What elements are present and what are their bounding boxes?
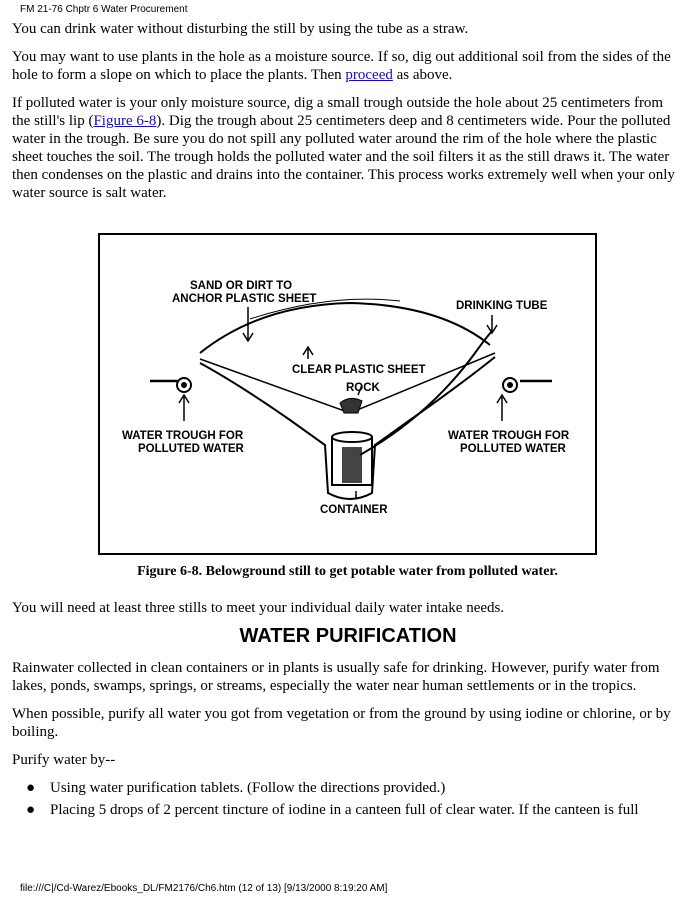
proceed-link[interactable]: proceed: [345, 67, 393, 83]
label-trough-right-2: POLLUTED WATER: [460, 443, 566, 455]
sand-mound: [200, 303, 490, 353]
right-trough-water: [507, 382, 513, 388]
top-content: [12, 20, 684, 212]
label-rock: ROCK: [346, 382, 380, 394]
paragraph-polluted-end: ). Dig the trough about 25 centimeters deep and 8 centimeters wide. Pour the polluted water in the trough. Be sure you do not spill any polluted water around the rim of the hole where the plastic sheet touches the soil. The trough holds the polluted water and the soil filters it as the still draws it. The water then condenses on the plastic and drains into the container. This process works extremely well when your only water source is salt water.: [12, 113, 675, 201]
label-drinking-tube: DRINKING TUBE: [456, 300, 548, 312]
paragraph-plants: [12, 48, 684, 84]
list-item: [26, 801, 684, 819]
sand-arrow: [243, 307, 253, 341]
paragraph-three-stills: You will need at least three stills to meet your individual daily water intake needs.: [12, 600, 505, 616]
paragraph-polluted: [12, 94, 684, 202]
rock: [340, 398, 362, 413]
figure-caption: Figure 6-8. Belowground still to get potable water from polluted water.: [137, 564, 558, 579]
label-sand-1: SAND OR DIRT TO: [190, 280, 293, 292]
list-item-text: Placing 5 drops of 2 percent tincture of iodine in a canteen full of clear water. If the canteen is full: [50, 802, 639, 818]
bullet-icon: ●: [26, 780, 36, 796]
trough-left-arrow: [179, 395, 189, 421]
paragraph-purify-by: Purify water by--: [12, 752, 116, 768]
trough-right-arrow: [497, 395, 507, 421]
section-heading: WATER PURIFICATION: [239, 625, 457, 647]
label-sand-2: ANCHOR PLASTIC SHEET: [172, 293, 317, 305]
label-clear-sheet: CLEAR PLASTIC SHEET: [292, 364, 426, 376]
tube-arrow: [487, 315, 497, 333]
lower-content: [12, 599, 684, 823]
label-trough-right-1: WATER TROUGH FOR: [448, 430, 570, 442]
label-trough-left-1: WATER TROUGH FOR: [122, 430, 244, 442]
page-header: FM 21-76 Chptr 6 Water Procurement: [20, 4, 188, 15]
paragraph-plants-end: as above.: [392, 67, 453, 83]
paragraph-plants-text: You may want to use plants in the hole as a moisture source. If so, dig out additional soil from the sides of the hole to form a slope on which to place the plants. Then: [12, 49, 671, 83]
list-item-text: Using water purification tablets. (Follow the directions provided.): [50, 780, 446, 796]
still-diagram: [100, 235, 595, 553]
label-trough-left-2: POLLUTED WATER: [138, 443, 244, 455]
paragraph-straw: You can drink water without disturbing the still by using the tube as a straw.: [12, 21, 469, 37]
paragraph-purify-vegetation: When possible, purify all water you got from vegetation or from the ground by using iodine or chlorine, or by boiling.: [12, 706, 671, 740]
figure-6-8-link[interactable]: Figure 6-8: [93, 113, 157, 129]
paragraph-polluted-text: If polluted water is your only moisture source, dig a small trough outside the hole about 25 centimeters from the still's lip (: [12, 95, 664, 129]
list-item: [26, 779, 684, 797]
container-water: [342, 447, 362, 483]
bullet-icon: ●: [26, 802, 36, 818]
left-trough-water: [181, 382, 187, 388]
page-footer: file:///C|/Cd-Warez/Ebooks_DL/FM2176/Ch6.htm (12 of 13) [9/13/2000 8:19:20 AM]: [20, 883, 388, 894]
purification-list: [12, 779, 684, 819]
sheet-arrow: [303, 347, 313, 359]
paragraph-rainwater: Rainwater collected in clean containers or in plants is usually safe for drinking. However, purify water from lakes, ponds, swamps, springs, or streams, especially the water near human settlements or in the tropics.: [12, 660, 660, 694]
container-rim: [332, 432, 372, 442]
label-container: CONTAINER: [320, 504, 388, 516]
belowground-still-figure: [98, 233, 597, 555]
